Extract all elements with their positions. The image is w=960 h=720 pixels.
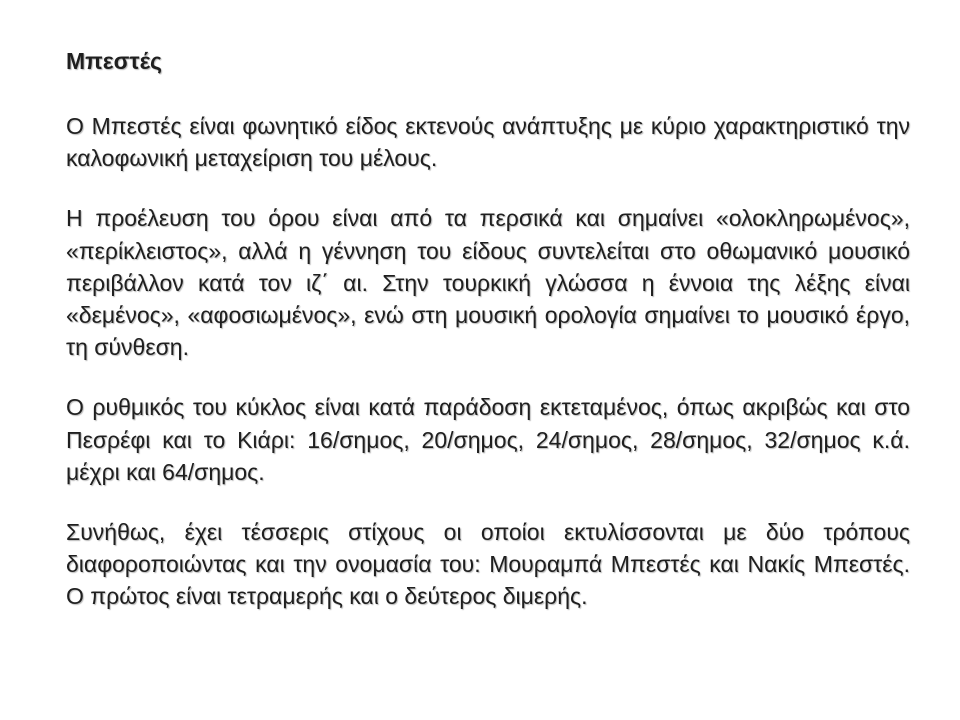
paragraph-verses: Συνήθως, έχει τέσσερις στίχους οι οποίοι εκτυλίσσονται με δύο τρόπους διαφοροποιώντας και την ονομασία του: Μουραμπά Μπεστές και Νακίς Μπεστές. Ο πρώτος είναι τετραμερής και ο δεύτερος διμερής. bbox=[66, 519, 910, 610]
slide-content bbox=[66, 40, 910, 613]
paragraph-definition: Ο Μπεστές είναι φωνητικό είδος εκτενούς ανάπτυξης με κύριο χαρακτηριστικό την καλοφωνική μεταχείριση του μέλους. bbox=[66, 113, 910, 172]
paragraph-rhythm: Ο ρυθμικός του κύκλος είναι κατά παράδοση εκτεταμένος, όπως ακριβώς και στο Πεσρέφι και το Κιάρι: 16/σημος, 20/σημος, 24/σημος, 28/σημος, 32/σημος κ.ά. μέχρι και 64/σημος. bbox=[66, 394, 910, 485]
slide-title: Μπεστές bbox=[66, 48, 163, 74]
paragraph-origin: Η προέλευση του όρου είναι από τα περσικά και σημαίνει «ολοκληρωμένος», «περίκλειστος», αλλά η γέννηση του είδους συντελείται στο οθωμανικό μουσικό περιβάλλον κατά τον ιζ΄ αι. Στην τουρκική γλώσσα η έννοια της λέξης είναι «δεμένος», «αφοσιωμένος», ενώ στη μουσική ορολογία σημαίνει το μουσικό έργο, τη σύνθεση. bbox=[66, 205, 910, 361]
